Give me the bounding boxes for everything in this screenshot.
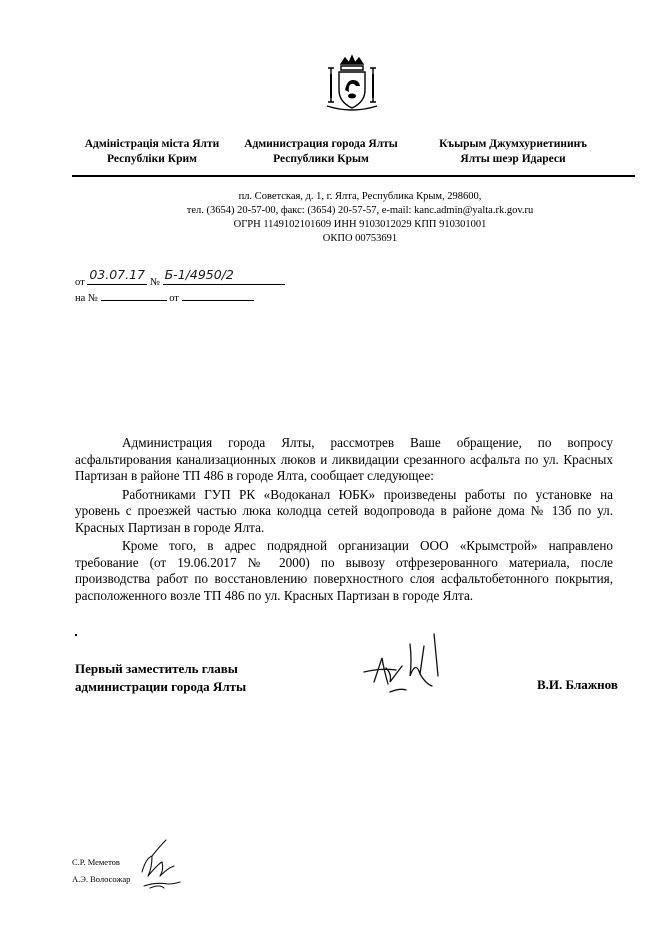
header-ukrainian-line1: Адміністрація міста Ялти <box>84 138 220 150</box>
date-underline <box>87 267 147 285</box>
to-date-underline <box>182 288 254 301</box>
registration-incoming <box>75 288 254 306</box>
signatory-title-line2: администрации города Ялты <box>75 678 247 694</box>
number-underline <box>163 267 285 285</box>
header-russian <box>236 137 406 167</box>
header-ukrainian-line2: Республіки Крим <box>107 153 197 165</box>
to-prefix: на № <box>75 293 98 304</box>
contact-phones: тел. (3654) 20-57-00, факс: (3654) 20-57-57, e-mail: kanc.admin@yalta.rk.gov.ru <box>186 205 534 216</box>
letter-body <box>75 435 613 606</box>
coat-of-arms-emblem <box>323 50 381 114</box>
from-prefix: от <box>75 277 85 288</box>
stray-dot <box>75 634 77 636</box>
signatory-name: В.И. Блажнов <box>537 677 618 692</box>
body-paragraph-2: Работниками ГУП РК «Водоканал ЮБК» произведены работы по установке на уровень с проезжей частью люка колодца сетей водопровода в районе дома № 13б по ул. Красных Партизан в городе Ялта. <box>75 486 613 535</box>
executor-initials-signature <box>130 838 186 892</box>
executor-2: А.Э. Волосожар <box>72 874 131 884</box>
contact-block <box>150 190 570 246</box>
signatory-title-line1: Первый заместитель главы <box>75 661 238 676</box>
header-russian-line2: Республики Крым <box>273 153 369 165</box>
contact-address: пл. Советская, д. 1, г. Ялта, Республика Крым, 298600, <box>238 191 482 202</box>
executor-1: С.Р. Меметов <box>72 857 120 867</box>
signatory-title <box>75 660 246 695</box>
contact-okpo: ОКПО 00753691 <box>322 233 398 244</box>
header-crimean-tatar-line1: Къырым Джумхуриетининъ <box>439 138 587 150</box>
header-crimean-tatar-line2: Ялты шеэр Идареси <box>460 153 566 165</box>
handwritten-number: Б-1/4950/2 <box>164 267 234 282</box>
body-paragraph-1: Администрация города Ялты, рассмотрев Ваше обращение, по вопросу асфальтирования канализационных люков и ликвидации срезанного асфальта по ул. Красных Партизан в районе ТП 486 в городе Ялта, сообщает следующее: <box>75 435 613 483</box>
number-prefix: № <box>149 277 160 288</box>
handwritten-date: 03.07.17 <box>89 267 145 282</box>
header-russian-line1: Администрация города Ялты <box>244 138 398 150</box>
handwritten-signature <box>360 630 460 698</box>
header-ukrainian <box>72 137 232 167</box>
body-paragraph-3: Кроме того, в адрес подрядной организации ООО «Крымстрой» направлено требование (от 19.06.2017 № 2000) по вывозу отфрезерованного материала, после производства работ по восстановлению поверхностного слоя асфальтобетонного покрытия, расположенного возле ТП 486 по ул. Красных Партизан в городе Ялта. <box>75 538 613 603</box>
to-number-underline <box>101 288 167 301</box>
header-crimean-tatar <box>428 137 598 167</box>
contact-ogrn: ОГРН 1149102101609 ИНН 9103012029 КПП 910301001 <box>233 219 487 230</box>
to-from-prefix: от <box>169 293 179 304</box>
header-divider <box>72 175 635 177</box>
